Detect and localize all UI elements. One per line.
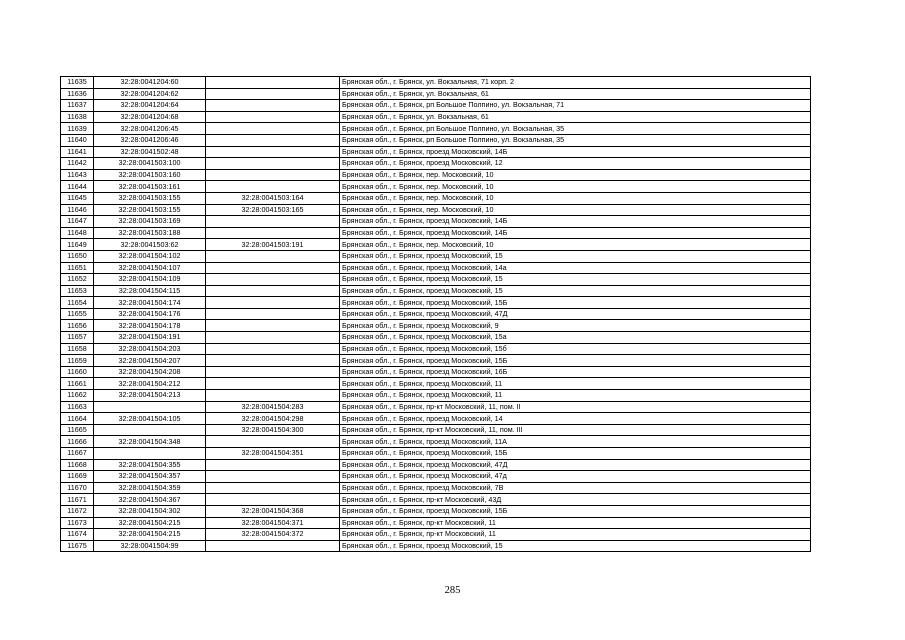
- cadastral-number: 32:28:0041504:213: [94, 390, 206, 402]
- cadastral-number: 32:28:0041502:48: [94, 146, 206, 158]
- table-row: [61, 262, 811, 274]
- address-cell: Брянская обл., г. Брянск, проезд Московский, 12: [340, 158, 811, 170]
- linked-cadastral-number: 32:28:0041504:371: [206, 517, 340, 529]
- page-number: 285: [444, 585, 461, 596]
- row-number: 11656: [61, 320, 94, 332]
- linked-cadastral-number: [206, 227, 340, 239]
- linked-cadastral-number: [206, 134, 340, 146]
- linked-cadastral-number: [206, 390, 340, 402]
- cadastral-number: [94, 401, 206, 413]
- address-cell: Брянская обл., г. Брянск, проезд Московский, 15: [340, 285, 811, 297]
- cadastral-number: 32:28:0041504:176: [94, 308, 206, 320]
- linked-cadastral-number: 32:28:0041504:368: [206, 505, 340, 517]
- table-row: [61, 250, 811, 262]
- row-number: 11654: [61, 297, 94, 309]
- address-cell: Брянская обл., г. Брянск, пр-кт Московский, 11, пом. II: [340, 401, 811, 413]
- cadastral-number: 32:28:0041503:155: [94, 204, 206, 216]
- linked-cadastral-number: [206, 88, 340, 100]
- registry-table-body: [61, 77, 811, 552]
- linked-cadastral-number: 32:28:0041503:164: [206, 192, 340, 204]
- cadastral-number: 32:28:0041504:174: [94, 297, 206, 309]
- address-cell: Брянская обл., г. Брянск, проезд Московский, 11А: [340, 436, 811, 448]
- table-row: [61, 111, 811, 123]
- row-number: 11671: [61, 494, 94, 506]
- address-cell: Брянская обл., г. Брянск, проезд Московский, 47Д: [340, 308, 811, 320]
- table-row: [61, 459, 811, 471]
- cadastral-number: 32:28:0041503:100: [94, 158, 206, 170]
- linked-cadastral-number: 32:28:0041504:300: [206, 424, 340, 436]
- address-cell: Брянская обл., г. Брянск, пер. Московский, 10: [340, 204, 811, 216]
- cadastral-number: 32:28:0041504:348: [94, 436, 206, 448]
- row-number: 11652: [61, 274, 94, 286]
- cadastral-number: 32:28:0041503:161: [94, 181, 206, 193]
- table-row: [61, 134, 811, 146]
- linked-cadastral-number: [206, 308, 340, 320]
- row-number: 11643: [61, 169, 94, 181]
- linked-cadastral-number: [206, 343, 340, 355]
- table-row: [61, 239, 811, 251]
- linked-cadastral-number: [206, 274, 340, 286]
- address-cell: Брянская обл., г. Брянск, проезд Московский, 15б: [340, 343, 811, 355]
- address-cell: Брянская обл., г. Брянск, рп Большое Полпино, ул. Вокзальная, 71: [340, 100, 811, 112]
- table-row: [61, 413, 811, 425]
- row-number: 11638: [61, 111, 94, 123]
- linked-cadastral-number: [206, 494, 340, 506]
- cadastral-number: 32:28:0041504:203: [94, 343, 206, 355]
- linked-cadastral-number: [206, 181, 340, 193]
- address-cell: Брянская обл., г. Брянск, проезд Московский, 14: [340, 413, 811, 425]
- cadastral-number: 32:28:0041204:64: [94, 100, 206, 112]
- linked-cadastral-number: 32:28:0041504:351: [206, 448, 340, 460]
- cadastral-number: 32:28:0041504:357: [94, 471, 206, 483]
- table-row: [61, 146, 811, 158]
- address-cell: Брянская обл., г. Брянск, проезд Московский, 16Б: [340, 366, 811, 378]
- address-cell: Брянская обл., г. Брянск, пер. Московский, 10: [340, 169, 811, 181]
- row-number: 11635: [61, 77, 94, 89]
- linked-cadastral-number: [206, 216, 340, 228]
- table-row: [61, 169, 811, 181]
- table-row: [61, 529, 811, 541]
- table-row: [61, 401, 811, 413]
- row-number: 11639: [61, 123, 94, 135]
- row-number: 11663: [61, 401, 94, 413]
- address-cell: Брянская обл., г. Брянск, ул. Вокзальная, 71 корп. 2: [340, 77, 811, 89]
- table-row: [61, 436, 811, 448]
- linked-cadastral-number: [206, 169, 340, 181]
- cadastral-number: 32:28:0041504:115: [94, 285, 206, 297]
- linked-cadastral-number: [206, 285, 340, 297]
- linked-cadastral-number: [206, 378, 340, 390]
- table-row: [61, 297, 811, 309]
- cadastral-number: 32:28:0041504:191: [94, 332, 206, 344]
- cadastral-number: 32:28:0041504:208: [94, 366, 206, 378]
- row-number: 11644: [61, 181, 94, 193]
- row-number: 11636: [61, 88, 94, 100]
- row-number: 11670: [61, 482, 94, 494]
- row-number: 11650: [61, 250, 94, 262]
- cadastral-number: 32:28:0041504:207: [94, 355, 206, 367]
- row-number: 11666: [61, 436, 94, 448]
- linked-cadastral-number: [206, 471, 340, 483]
- row-number: 11665: [61, 424, 94, 436]
- cadastral-number: 32:28:0041504:215: [94, 529, 206, 541]
- linked-cadastral-number: [206, 332, 340, 344]
- address-cell: Брянская обл., г. Брянск, пр-кт Московский, 11: [340, 529, 811, 541]
- table-row: [61, 100, 811, 112]
- table-row: [61, 448, 811, 460]
- address-cell: Брянская обл., г. Брянск, ул. Вокзальная, 61: [340, 111, 811, 123]
- linked-cadastral-number: 32:28:0041504:298: [206, 413, 340, 425]
- cadastral-number: 32:28:0041503:160: [94, 169, 206, 181]
- linked-cadastral-number: [206, 459, 340, 471]
- table-row: [61, 378, 811, 390]
- row-number: 11662: [61, 390, 94, 402]
- table-row: [61, 424, 811, 436]
- row-number: 11672: [61, 505, 94, 517]
- row-number: 11640: [61, 134, 94, 146]
- cadastral-number: 32:28:0041503:188: [94, 227, 206, 239]
- address-cell: Брянская обл., г. Брянск, проезд Московский, 14Б: [340, 216, 811, 228]
- row-number: 11647: [61, 216, 94, 228]
- table-row: [61, 471, 811, 483]
- cadastral-number: 32:28:0041504:355: [94, 459, 206, 471]
- address-cell: Брянская обл., г. Брянск, проезд Московский, 15Б: [340, 297, 811, 309]
- table-row: [61, 285, 811, 297]
- row-number: 11637: [61, 100, 94, 112]
- address-cell: Брянская обл., г. Брянск, проезд Московский, 15: [340, 250, 811, 262]
- address-cell: Брянская обл., г. Брянск, проезд Московский, 7В: [340, 482, 811, 494]
- address-cell: Брянская обл., г. Брянск, проезд Московский, 15Б: [340, 448, 811, 460]
- table-row: [61, 192, 811, 204]
- row-number: 11655: [61, 308, 94, 320]
- row-number: 11649: [61, 239, 94, 251]
- table-row: [61, 390, 811, 402]
- cadastral-number: 32:28:0041503:155: [94, 192, 206, 204]
- row-number: 11667: [61, 448, 94, 460]
- linked-cadastral-number: [206, 158, 340, 170]
- table-row: [61, 158, 811, 170]
- row-number: 11661: [61, 378, 94, 390]
- cadastral-registry-table: [60, 76, 811, 552]
- cadastral-number: 32:28:0041504:107: [94, 262, 206, 274]
- row-number: 11659: [61, 355, 94, 367]
- address-cell: Брянская обл., г. Брянск, ул. Вокзальная, 61: [340, 88, 811, 100]
- address-cell: Брянская обл., г. Брянск, проезд Московский, 11: [340, 390, 811, 402]
- address-cell: Брянская обл., г. Брянск, проезд Московский, 15а: [340, 332, 811, 344]
- row-number: 11642: [61, 158, 94, 170]
- linked-cadastral-number: [206, 111, 340, 123]
- table-row: [61, 343, 811, 355]
- table-row: [61, 332, 811, 344]
- cadastral-number: 32:28:0041504:359: [94, 482, 206, 494]
- address-cell: Брянская обл., г. Брянск, проезд Московский, 47Д: [340, 459, 811, 471]
- table-row: [61, 181, 811, 193]
- table-row: [61, 204, 811, 216]
- row-number: 11675: [61, 540, 94, 552]
- row-number: 11645: [61, 192, 94, 204]
- address-cell: Брянская обл., г. Брянск, рп Большое Полпино, ул. Вокзальная, 35: [340, 123, 811, 135]
- address-cell: Брянская обл., г. Брянск, пер. Московский, 10: [340, 192, 811, 204]
- row-number: 11668: [61, 459, 94, 471]
- address-cell: Брянская обл., г. Брянск, пр-кт Московский, 11, пом. III: [340, 424, 811, 436]
- table-row: [61, 494, 811, 506]
- linked-cadastral-number: [206, 77, 340, 89]
- linked-cadastral-number: [206, 262, 340, 274]
- table-row: [61, 355, 811, 367]
- table-row: [61, 482, 811, 494]
- row-number: 11674: [61, 529, 94, 541]
- table-row: [61, 216, 811, 228]
- address-cell: Брянская обл., г. Брянск, проезд Московский, 14а: [340, 262, 811, 274]
- table-row: [61, 517, 811, 529]
- cadastral-number: 32:28:0041504:215: [94, 517, 206, 529]
- address-cell: Брянская обл., г. Брянск, проезд Московский, 14Б: [340, 227, 811, 239]
- address-cell: Брянская обл., г. Брянск, рп Большое Полпино, ул. Вокзальная, 35: [340, 134, 811, 146]
- linked-cadastral-number: 32:28:0041503:165: [206, 204, 340, 216]
- linked-cadastral-number: [206, 355, 340, 367]
- row-number: 11664: [61, 413, 94, 425]
- table-row: [61, 123, 811, 135]
- cadastral-number: 32:28:0041504:102: [94, 250, 206, 262]
- cadastral-number: 32:28:0041504:302: [94, 505, 206, 517]
- cadastral-number: 32:28:0041504:109: [94, 274, 206, 286]
- address-cell: Брянская обл., г. Брянск, проезд Московский, 15Б: [340, 355, 811, 367]
- row-number: 11646: [61, 204, 94, 216]
- linked-cadastral-number: [206, 540, 340, 552]
- linked-cadastral-number: [206, 123, 340, 135]
- cadastral-number: [94, 424, 206, 436]
- address-cell: Брянская обл., г. Брянск, пр-кт Московский, 11: [340, 517, 811, 529]
- address-cell: Брянская обл., г. Брянск, проезд Московский, 15Б: [340, 505, 811, 517]
- cadastral-number: 32:28:0041503:62: [94, 239, 206, 251]
- linked-cadastral-number: [206, 146, 340, 158]
- cadastral-number: [94, 448, 206, 460]
- address-cell: Брянская обл., г. Брянск, проезд Московский, 9: [340, 320, 811, 332]
- table-row: [61, 540, 811, 552]
- linked-cadastral-number: [206, 320, 340, 332]
- cadastral-number: 32:28:0041504:178: [94, 320, 206, 332]
- address-cell: Брянская обл., г. Брянск, проезд Московский, 47д: [340, 471, 811, 483]
- row-number: 11658: [61, 343, 94, 355]
- linked-cadastral-number: [206, 297, 340, 309]
- cadastral-number: 32:28:0041504:105: [94, 413, 206, 425]
- cadastral-number: 32:28:0041503:169: [94, 216, 206, 228]
- cadastral-number: 32:28:0041204:62: [94, 88, 206, 100]
- address-cell: Брянская обл., г. Брянск, проезд Московский, 15: [340, 274, 811, 286]
- cadastral-number: 32:28:0041204:68: [94, 111, 206, 123]
- table-row: [61, 88, 811, 100]
- cadastral-number: 32:28:0041504:367: [94, 494, 206, 506]
- cadastral-number: 32:28:0041206:45: [94, 123, 206, 135]
- row-number: 11648: [61, 227, 94, 239]
- table-row: [61, 308, 811, 320]
- cadastral-number: 32:28:0041204:60: [94, 77, 206, 89]
- row-number: 11657: [61, 332, 94, 344]
- address-cell: Брянская обл., г. Брянск, проезд Московский, 14Б: [340, 146, 811, 158]
- linked-cadastral-number: [206, 366, 340, 378]
- row-number: 11641: [61, 146, 94, 158]
- table-row: [61, 227, 811, 239]
- linked-cadastral-number: 32:28:0041504:372: [206, 529, 340, 541]
- table-row: [61, 505, 811, 517]
- cadastral-number: 32:28:0041504:212: [94, 378, 206, 390]
- row-number: 11673: [61, 517, 94, 529]
- row-number: 11653: [61, 285, 94, 297]
- address-cell: Брянская обл., г. Брянск, проезд Московский, 15: [340, 540, 811, 552]
- table-row: [61, 77, 811, 89]
- linked-cadastral-number: [206, 482, 340, 494]
- table-row: [61, 366, 811, 378]
- row-number: 11669: [61, 471, 94, 483]
- address-cell: Брянская обл., г. Брянск, пер. Московский, 10: [340, 181, 811, 193]
- address-cell: Брянская обл., г. Брянск, проезд Московский, 11: [340, 378, 811, 390]
- row-number: 11651: [61, 262, 94, 274]
- row-number: 11660: [61, 366, 94, 378]
- linked-cadastral-number: [206, 436, 340, 448]
- address-cell: Брянская обл., г. Брянск, пер. Московский, 10: [340, 239, 811, 251]
- table-row: [61, 320, 811, 332]
- table-row: [61, 274, 811, 286]
- cadastral-number: 32:28:0041504:99: [94, 540, 206, 552]
- address-cell: Брянская обл., г. Брянск, пр-кт Московский, 43Д: [340, 494, 811, 506]
- cadastral-number: 32:28:0041206:46: [94, 134, 206, 146]
- linked-cadastral-number: 32:28:0041503:191: [206, 239, 340, 251]
- linked-cadastral-number: [206, 100, 340, 112]
- linked-cadastral-number: [206, 250, 340, 262]
- linked-cadastral-number: 32:28:0041504:283: [206, 401, 340, 413]
